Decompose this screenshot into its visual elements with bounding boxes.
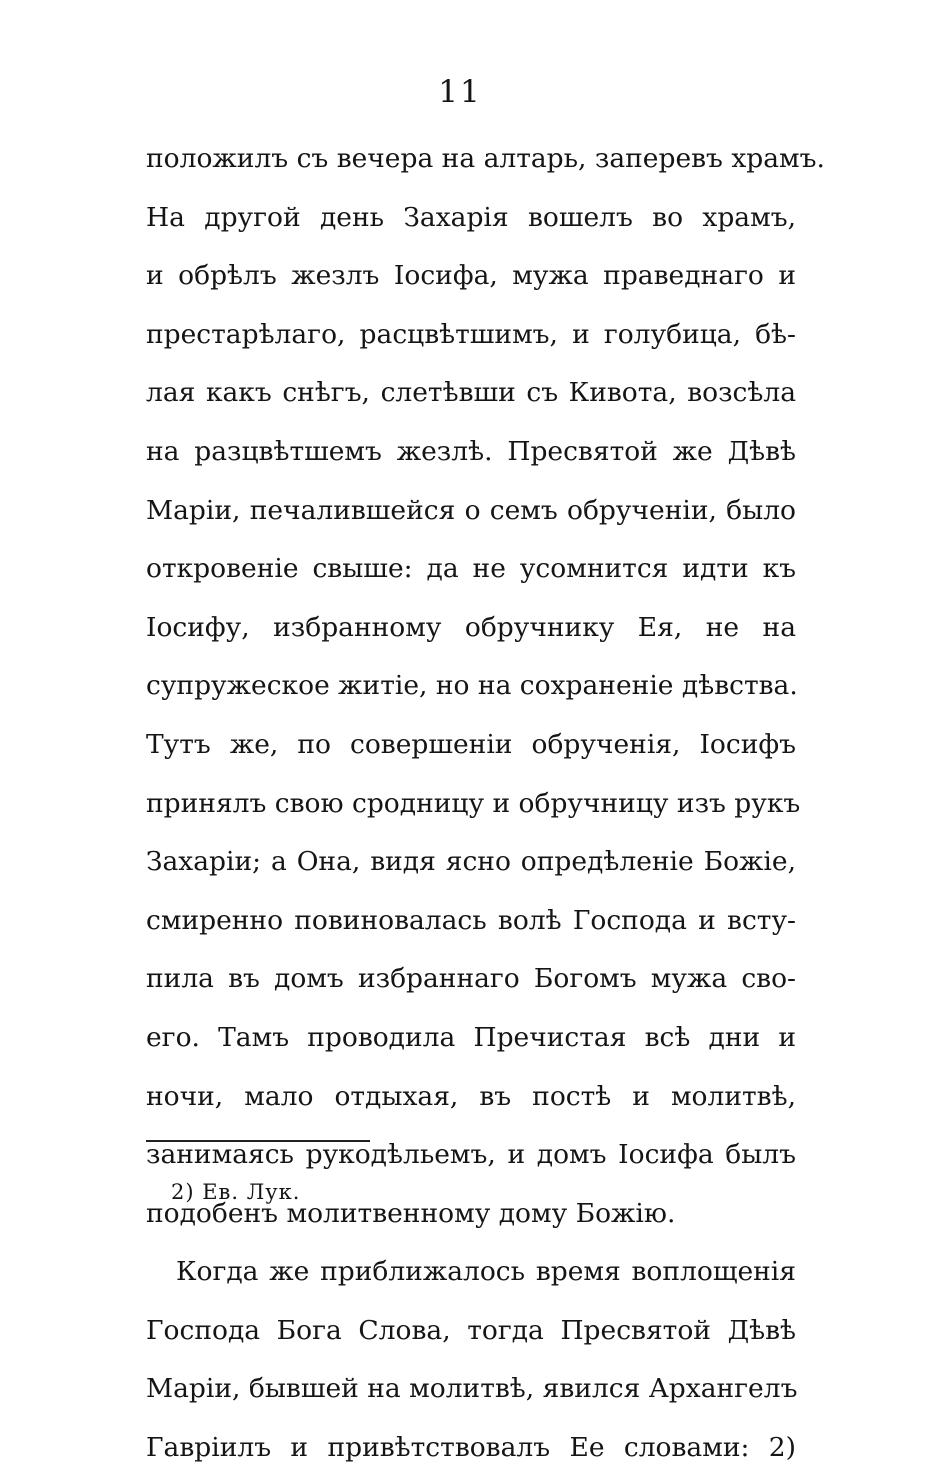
text-line: Захаріи; а Она, видя ясно опредѣленіе Божіе, xyxy=(146,846,796,878)
text-line: на разцвѣтшемъ жезлѣ. Пресвятой же Дѣвѣ xyxy=(146,435,796,467)
footnote: 2) Ев. Лук. xyxy=(171,1180,301,1204)
text-line: Господа Бога Слова, тогда Пресвятой Дѣвѣ xyxy=(146,1314,796,1346)
text-line: На другой день Захарія вошелъ во храмъ, xyxy=(146,201,796,233)
text-line: Маріи, печалившейся о семъ обрученіи, было xyxy=(146,494,796,526)
paragraph-start-line: Когда же приближалось время воплощенія xyxy=(176,1256,796,1288)
body-text xyxy=(146,130,825,1478)
text-line: его. Тамъ проводила Пречистая всѣ дни и xyxy=(146,1021,796,1053)
text-line: лая какъ снѣгъ, слетѣвши съ Кивота, возсѣла xyxy=(146,377,796,409)
text-line: принялъ свою сродницу и обручницу изъ рукъ xyxy=(146,787,801,819)
text-line: и обрѣлъ жезлъ Іосифа, мужа праведнаго и xyxy=(146,260,796,292)
paragraph-end-line: подобенъ молитвенному дому Божію. xyxy=(146,1197,676,1229)
text-line: престарѣлаго, расцвѣтшимъ, и голубица, бѣ- xyxy=(146,318,796,350)
text-line: ночи, мало отдыхая, въ постѣ и молитвѣ, xyxy=(146,1080,796,1112)
footnote-divider xyxy=(146,1140,370,1142)
text-line: Маріи, бывшей на молитвѣ, явился Архангелъ xyxy=(146,1373,798,1405)
text-line: пила въ домъ избраннаго Богомъ мужа сво- xyxy=(146,963,796,995)
text-line: Гавріилъ и привѣтствовалъ Ее словами: 2) xyxy=(146,1432,796,1464)
text-line: занимаясь рукодѣльемъ, и домъ Іосифа былъ xyxy=(146,1139,796,1171)
text-line: смиренно повиновалась волѣ Господа и всту- xyxy=(146,904,796,936)
text-line: супружеское житіе, но на сохраненіе дѣвства. xyxy=(146,670,798,702)
text-line: положилъ съ вечера на алтарь, заперевъ храмъ. xyxy=(146,143,825,174)
page-number: 11 xyxy=(438,74,482,110)
text-line: откровеніе свыше: да не усомнится идти къ xyxy=(146,553,796,585)
text-line: Іосифу, избранному обручнику Ея, не на xyxy=(146,611,796,643)
text-line: Тутъ же, по совершеніи обрученія, Іосифъ xyxy=(146,728,796,760)
